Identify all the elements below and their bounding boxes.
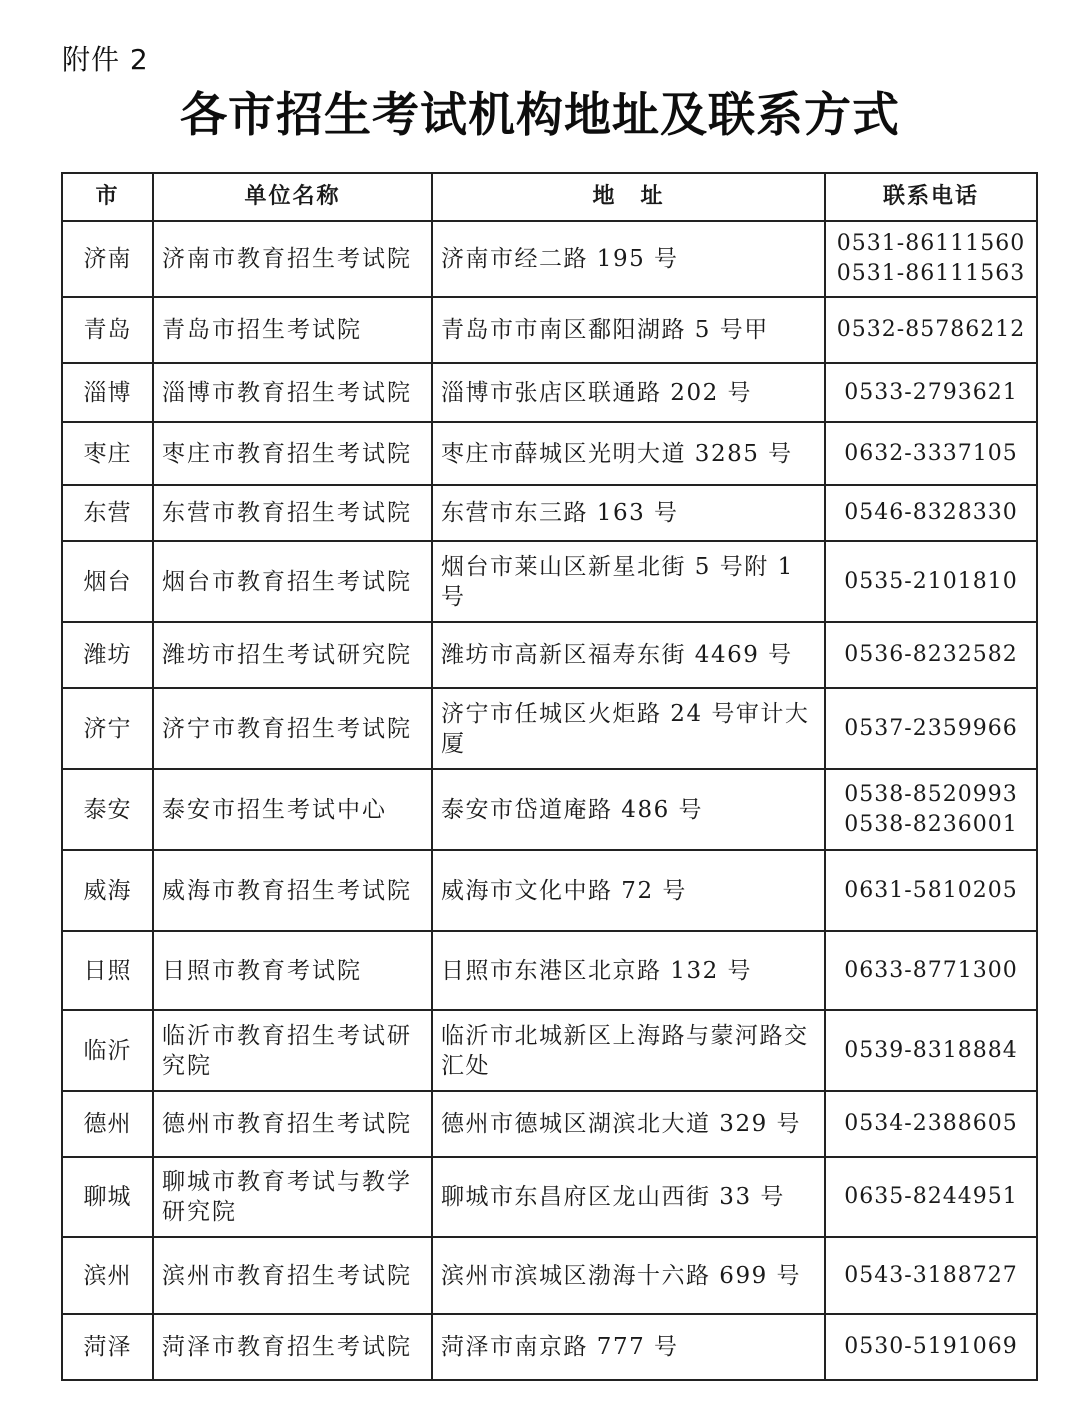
- phone-number: 0538-8236001: [844, 811, 1018, 837]
- city-cell: 滨州: [62, 1237, 153, 1314]
- unit-name-cell: 聊城市教育考试与教学研究院: [153, 1157, 432, 1237]
- address-cell: 济宁市任城区火炬路 24 号审计大厦: [432, 688, 825, 769]
- page-title: 各市招生考试机构地址及联系方式: [180, 88, 900, 143]
- table-row: [62, 485, 1037, 541]
- table-row: [62, 1010, 1037, 1091]
- city-cell: 潍坊: [62, 622, 153, 688]
- phone-number: 0531-86111563: [836, 261, 1026, 286]
- unit-name-cell: 青岛市招生考试院: [153, 297, 432, 363]
- address-cell: 青岛市市南区鄱阳湖路 5 号甲: [432, 297, 825, 363]
- phone-cell: [825, 769, 1037, 850]
- table-row: [62, 541, 1037, 622]
- column-header-address: 地 址: [432, 173, 825, 221]
- table-header-row: [62, 173, 1037, 221]
- phone-number: 0532-85786212: [836, 317, 1026, 342]
- address-cell: 聊城市东昌府区龙山西街 33 号: [432, 1157, 825, 1237]
- address-cell: 泰安市岱道庵路 486 号: [432, 769, 825, 850]
- city-cell: 临沂: [62, 1010, 153, 1091]
- phone-number: 0539-8318884: [844, 1037, 1018, 1063]
- phone-number: 0536-8232582: [844, 642, 1018, 667]
- phone-cell: [825, 363, 1037, 422]
- address-cell: 滨州市滨城区渤海十六路 699 号: [432, 1237, 825, 1314]
- table-row: [62, 422, 1037, 485]
- unit-name-cell: 临沂市教育招生考试研究院: [153, 1010, 432, 1091]
- phone-cell: [825, 485, 1037, 541]
- address-cell: 济南市经二路 195 号: [432, 221, 825, 297]
- phone-cell: [825, 541, 1037, 622]
- unit-name-cell: 济宁市教育招生考试院: [153, 688, 432, 769]
- address-cell: 临沂市北城新区上海路与蒙河路交汇处: [432, 1010, 825, 1091]
- unit-name-cell: 枣庄市教育招生考试院: [153, 422, 432, 485]
- phone-cell: [825, 1010, 1037, 1091]
- address-cell: 菏泽市南京路 777 号: [432, 1314, 825, 1380]
- unit-name-cell: 滨州市教育招生考试院: [153, 1237, 432, 1314]
- city-cell: 聊城: [62, 1157, 153, 1237]
- unit-name-cell: 日照市教育考试院: [153, 931, 432, 1010]
- city-cell: 日照: [62, 931, 153, 1010]
- table-row: [62, 622, 1037, 688]
- address-cell: 东营市东三路 163 号: [432, 485, 825, 541]
- table-body: [62, 221, 1037, 1380]
- phone-cell: [825, 221, 1037, 297]
- directory-table: [61, 172, 1038, 1381]
- table-row: [62, 1157, 1037, 1237]
- unit-name-cell: 德州市教育招生考试院: [153, 1091, 432, 1157]
- city-cell: 青岛: [62, 297, 153, 363]
- phone-cell: [825, 1157, 1037, 1237]
- phone-cell: [825, 931, 1037, 1010]
- phone-number: 0538-8520993: [844, 781, 1018, 807]
- table-row: [62, 363, 1037, 422]
- phone-cell: [825, 297, 1037, 363]
- city-cell: 枣庄: [62, 422, 153, 485]
- table-row: [62, 850, 1037, 931]
- column-header-city: 市: [62, 173, 153, 221]
- phone-number: 0531-86111560: [836, 231, 1026, 256]
- phone-number: 0537-2359966: [844, 715, 1018, 741]
- unit-name-cell: 潍坊市招生考试研究院: [153, 622, 432, 688]
- phone-cell: [825, 622, 1037, 688]
- table-row: [62, 1314, 1037, 1380]
- phone-number: 0534-2388605: [844, 1111, 1018, 1136]
- city-cell: 济宁: [62, 688, 153, 769]
- table-row: [62, 1091, 1037, 1157]
- phone-number: 0633-8771300: [844, 957, 1018, 983]
- unit-name-cell: 济南市教育招生考试院: [153, 221, 432, 297]
- table-row: [62, 931, 1037, 1010]
- phone-number: 0533-2793621: [844, 379, 1018, 405]
- city-cell: 东营: [62, 485, 153, 541]
- city-cell: 济南: [62, 221, 153, 297]
- unit-name-cell: 威海市教育招生考试院: [153, 850, 432, 931]
- address-cell: 威海市文化中路 72 号: [432, 850, 825, 931]
- address-cell: 淄博市张店区联通路 202 号: [432, 363, 825, 422]
- address-cell: 潍坊市高新区福寿东街 4469 号: [432, 622, 825, 688]
- unit-name-cell: 泰安市招生考试中心: [153, 769, 432, 850]
- address-cell: 日照市东港区北京路 132 号: [432, 931, 825, 1010]
- city-cell: 威海: [62, 850, 153, 931]
- phone-number: 0635-8244951: [844, 1184, 1018, 1209]
- city-cell: 烟台: [62, 541, 153, 622]
- city-cell: 菏泽: [62, 1314, 153, 1380]
- address-cell: 烟台市莱山区新星北街 5 号附 1 号: [432, 541, 825, 622]
- phone-cell: [825, 688, 1037, 769]
- attachment-label: 附件 2: [62, 43, 149, 76]
- phone-cell: [825, 850, 1037, 931]
- phone-number: 0530-5191069: [844, 1334, 1018, 1359]
- city-cell: 德州: [62, 1091, 153, 1157]
- city-cell: 淄博: [62, 363, 153, 422]
- column-header-unit: 单位名称: [153, 173, 432, 221]
- phone-cell: [825, 1314, 1037, 1380]
- table-row: [62, 769, 1037, 850]
- unit-name-cell: 菏泽市教育招生考试院: [153, 1314, 432, 1380]
- phone-cell: [825, 422, 1037, 485]
- column-header-phone: 联系电话: [825, 173, 1037, 221]
- phone-number: 0543-3188727: [844, 1262, 1018, 1288]
- phone-number: 0631-5810205: [844, 877, 1018, 903]
- unit-name-cell: 淄博市教育招生考试院: [153, 363, 432, 422]
- table-row: [62, 688, 1037, 769]
- address-cell: 德州市德城区湖滨北大道 329 号: [432, 1091, 825, 1157]
- phone-cell: [825, 1091, 1037, 1157]
- phone-number: 0546-8328330: [844, 500, 1018, 525]
- table-row: [62, 1237, 1037, 1314]
- city-cell: 泰安: [62, 769, 153, 850]
- phone-cell: [825, 1237, 1037, 1314]
- unit-name-cell: 东营市教育招生考试院: [153, 485, 432, 541]
- unit-name-cell: 烟台市教育招生考试院: [153, 541, 432, 622]
- address-cell: 枣庄市薛城区光明大道 3285 号: [432, 422, 825, 485]
- phone-number: 0632-3337105: [844, 440, 1018, 466]
- table-row: [62, 297, 1037, 363]
- table-row: [62, 221, 1037, 297]
- phone-number: 0535-2101810: [844, 568, 1018, 594]
